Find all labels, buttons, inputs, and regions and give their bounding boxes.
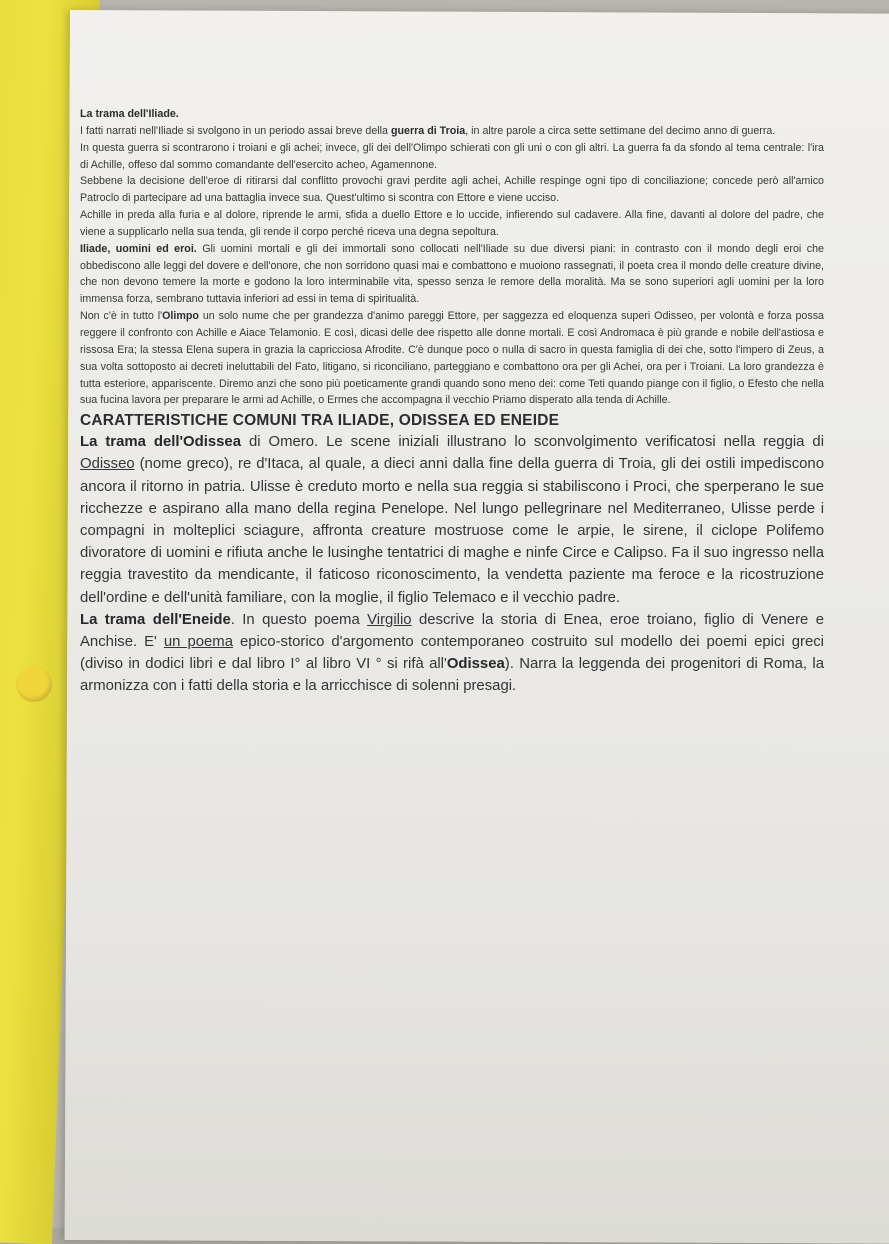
odissea-eneide-section (80, 431, 824, 697)
bold-text: La trama dell'Eneide (80, 611, 231, 628)
paragraph (80, 123, 824, 140)
text-run: di Omero. Le scene iniziali illustrano lo sconvolgimento verificatosi nella reggia di (241, 434, 825, 451)
text-run: , in altre parole a circa sette settimane del decimo anno di guerra. (465, 124, 776, 137)
text-run: Sebbene la decisione dell'eroe di ritirarsi dal conflitto provochi gravi perdite agli achei, Achille respinge ogni tipo di conciliazione; concede però all'amico Patroclo di partecipare ad una battaglia invece sua. Quest'ultimo si scontra con Ettore e viene ucciso. (80, 175, 824, 205)
text-run: . In questo poema (230, 611, 368, 628)
paragraph (80, 609, 824, 698)
bold-text: Olimpo (162, 310, 199, 323)
underlined-text: un poema (163, 634, 233, 651)
yellow-sticker-dot (16, 666, 52, 702)
text-run: Non c'è in tutto l' (80, 310, 163, 323)
bold-text: La trama dell'Odissea (80, 434, 241, 451)
bold-text: Odissea (446, 656, 505, 673)
paragraph (80, 431, 824, 609)
document-content (80, 106, 824, 698)
text-run: Achille in preda alla furia e al dolore, riprende le armi, sfida a duello Ettore e lo uccide, infierendo sul cadavere. Alla fine, davanti al dolore del padre, che viene a supplicarlo nella sua tenda, gli rende il corpo perché riceva una degna sepoltura. (80, 209, 824, 238)
text-run: ). Narra la leggenda dei progenitori di Roma, la armonizza con i fatti della storia e la arricchisce di solenni presagi. (80, 656, 824, 695)
text-run: epico-storico d'argomento contemporaneo costruito sul modello dei poemi epici greci (diviso in dodici libri e dal libro I° al libro VI ° si rifà all' (80, 634, 824, 673)
underlined-text: Odisseo (80, 456, 135, 473)
text-run: un solo nume che per grandezza d'animo pareggi Ettore, per saggezza ed eloquenza superi Odisseo, per volontà e forza possa reggere il confronto con Achille e Aiace Telamonio. E così, dicasi delle dee rispetto alle donne mortali. E così Andromaca è più grande e nobile dell'astiosa e rissosa Era; la stessa Elena supera in grazia la capricciosa Afrodite. C'è dunque poco o nulla di sacro in questa famiglia di dei che, sotto l'impero di Zeus, a sua volta sottoposto ai decreti ineluttabili del Fato, litigano, si riconciliano, parteggiano e combattono ora per gli Achei, ora per i Troiani. La loro grandezza è tutta esteriore, appariscente. Diremo anzi che sono più poeticamente grandi quando sono meno dei: come Teti quando piange con il figlio, o Efesto che nella sua fucina lavora per preparare le armi ad Achille, o Ermes che accompagna il vecchio Priamo disperato alla tenda di Achille. (80, 310, 824, 407)
text-run: I fatti narrati nell'Iliade si svolgono in un periodo assai breve della (80, 124, 391, 137)
text-run: (nome greco), re d'Itaca, al quale, a dieci anni dalla fine della guerra di Troia, gli dei ostili impediscono ancora il ritorno in patria. Ulisse è creduto morto e nella sua reggia si stabiliscono i Proci, che sperperano le sue ricchezze e aspirano alla mano della regina Penelope. Nel lungo pellegrinare nel Mediterraneo, Ulisse perde i compagni in molteplici sciagure, affronta creature mostruose come le arpie, le sirene, il ciclope Polifemo divoratore di uomini e rifiuta anche le lusinghe tentatrici di maghe e ninfe Circe e Calipso. Fa il suo ingresso nella reggia travestito da mendicante, il faticoso riconoscimento, la vendetta paziente ma feroce e la ricostruzione dell'ordine e dell'unità familiare, con la moglie, il figlio Telemaco e il vecchio padre. (80, 456, 824, 606)
paragraph (80, 140, 824, 174)
bold-text: guerra di Troia (390, 124, 466, 137)
document-title: La trama dell'Iliade. (80, 108, 179, 120)
text-run: descrive la storia di Enea, eroe troiano, figlio di Venere e Anchise. E' (80, 611, 824, 651)
text-run: Gli uomini mortali e gli dei immortali sono collocati nell'Iliade su due diversi piani: in contrasto con il mondo degli eroi che obbediscono alle leggi del dovere e dell'onore, che non sorridono quasi mai e combattono e muoiono rassegnati, il poeta crea il mondo delle creature divine, che non devono temere la morte e godono la loro interminabile vita, spesso senza le remore della moralità. Ma se sono superiori agli uomini per la loro immensa forza, sembrano tuttavia inferiori ad essi in tema di spiritualità. (80, 242, 824, 306)
section-heading: CARATTERISTICHE COMUNI TRA ILIADE, ODISSEA ED ENEIDE (80, 412, 560, 430)
iliade-section (80, 123, 824, 409)
paragraph (80, 173, 824, 207)
paragraph (80, 308, 824, 409)
paragraph (80, 207, 824, 241)
paragraph (80, 241, 824, 308)
text-run: In questa guerra si scontrarono i troiani e gli achei; invece, gli dei dell'Olimpo schierati con gli uni o con gli altri. La guerra fa da sfondo al tema centrale: l'ira di Achille, offeso dal sommo comandante dell'esercito acheo, Agamennone. (80, 141, 824, 171)
bold-text: Iliade, uomini ed eroi. (80, 242, 197, 255)
underlined-text: Virgilio (367, 611, 412, 628)
